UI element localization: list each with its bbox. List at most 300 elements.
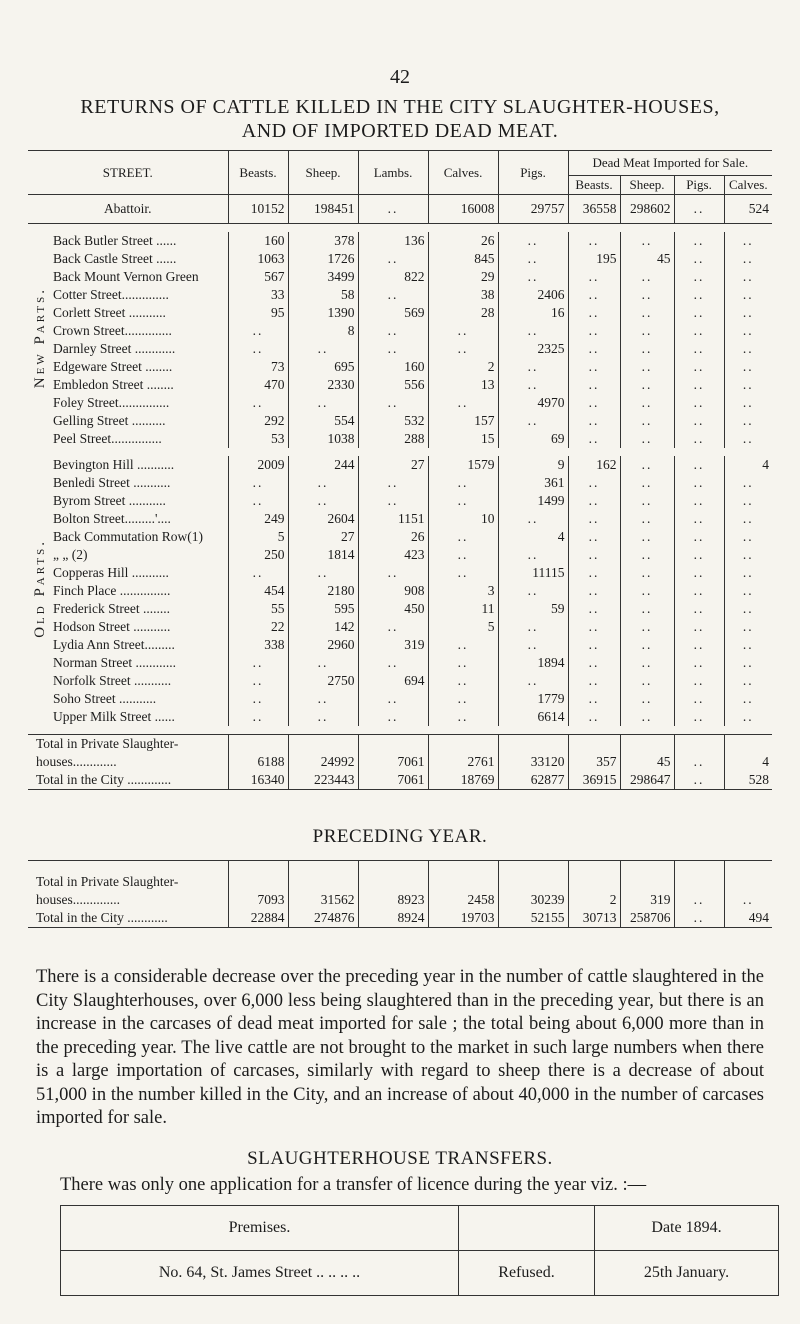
table-cell: 1038 (288, 430, 358, 448)
table-cell: .. (568, 672, 620, 690)
table-row (28, 412, 772, 430)
table-cell: 73 (228, 358, 288, 376)
table-cell: 908 (358, 582, 428, 600)
preceding-cell: .. (674, 891, 724, 909)
totals-row (28, 735, 772, 754)
table-cell: 11115 (498, 564, 568, 582)
table-cell: .. (742, 305, 754, 320)
table-cell: .. (674, 268, 724, 286)
table-cell: .. (674, 376, 724, 394)
street-name: Lydia Ann Street......... (50, 636, 228, 654)
table-cell: 567 (228, 268, 288, 286)
street-name: Back Mount Vernon Green (50, 268, 228, 286)
table-cell: 569 (358, 304, 428, 322)
preceding-label: houses.............. (28, 891, 228, 909)
street-name: Bevington Hill ........... (50, 456, 228, 474)
table-cell: .. (358, 340, 428, 358)
table-cell: .. (620, 582, 674, 600)
header-pigs: Pigs. (498, 151, 568, 195)
table-cell: 36558 (568, 195, 620, 224)
preceding-cell: 7093 (228, 891, 288, 909)
table-cell: 595 (288, 600, 358, 618)
table-cell: .. (742, 359, 754, 374)
totals-cell: 16340 (228, 771, 288, 790)
table-cell: 10 (428, 510, 498, 528)
preceding-table-body (28, 861, 772, 928)
table-cell: .. (228, 564, 288, 582)
table-cell: .. (620, 286, 674, 304)
table-row (28, 690, 772, 708)
table-cell: .. (288, 394, 358, 412)
table-cell: .. (620, 618, 674, 636)
table-cell: .. (742, 691, 754, 706)
header-street: STREET. (28, 151, 228, 195)
table-cell: .. (498, 546, 568, 564)
table-cell: .. (674, 510, 724, 528)
street-name: Back Butler Street ...... (50, 232, 228, 250)
preceding-label: Total in Private Slaughter- (28, 861, 228, 892)
street-name: Embledon Street ........ (50, 376, 228, 394)
table-cell: 298602 (620, 195, 674, 224)
table-cell: .. (568, 600, 620, 618)
header-dm-calves: Calves. (724, 176, 772, 195)
street-name: Hodson Street ........... (50, 618, 228, 636)
table-cell: .. (288, 708, 358, 726)
table-cell: .. (568, 690, 620, 708)
totals-cell: .. (674, 771, 724, 790)
title-line-1: RETURNS OF CATTLE KILLED IN THE CITY SLAUGHTER-HOUSES, (80, 96, 720, 118)
preceding-cell: 19703 (428, 909, 498, 928)
table-cell: .. (358, 654, 428, 672)
table-cell: .. (568, 268, 620, 286)
table-cell: 160 (228, 232, 288, 250)
preceding-cell: 319 (620, 891, 674, 909)
table-cell: .. (674, 232, 724, 250)
totals-cell (674, 735, 724, 754)
table-cell: 22 (228, 618, 288, 636)
table-cell: 16008 (428, 195, 498, 224)
transfers-result: Refused. (459, 1251, 595, 1296)
table-cell: .. (568, 394, 620, 412)
table-cell: 28 (428, 304, 498, 322)
preceding-row (28, 891, 772, 909)
table-cell: 3499 (288, 268, 358, 286)
table-row (28, 304, 772, 322)
table-cell: .. (620, 412, 674, 430)
street-name: Crown Street.............. (50, 322, 228, 340)
table-cell: 142 (288, 618, 358, 636)
table-cell: 4 (762, 457, 770, 472)
totals-cell: 223443 (288, 771, 358, 790)
table-cell: .. (428, 690, 498, 708)
street-name: Edgeware Street ........ (50, 358, 228, 376)
table-cell: 532 (358, 412, 428, 430)
transfers-header-date: Date 1894. (595, 1206, 779, 1251)
table-cell: .. (674, 600, 724, 618)
table-cell: .. (674, 564, 724, 582)
table-cell: .. (620, 232, 674, 250)
table-row (28, 546, 772, 564)
table-cell: .. (674, 286, 724, 304)
table-cell: .. (498, 250, 568, 268)
header-dm-sheep: Sheep. (620, 176, 674, 195)
preceding-cell (428, 861, 498, 892)
totals-cell: 4 (762, 754, 770, 769)
table-cell: .. (620, 600, 674, 618)
preceding-row (28, 909, 772, 928)
totals-cell: 45 (620, 753, 674, 771)
table-cell: 2750 (288, 672, 358, 690)
totals-label: Total in Private Slaughter- (28, 735, 228, 754)
row-gap (28, 224, 772, 233)
table-row (28, 654, 772, 672)
totals-cell: 2761 (428, 753, 498, 771)
table-cell: 450 (358, 600, 428, 618)
table-row (28, 600, 772, 618)
preceding-label: Total in the City ............ (28, 909, 228, 928)
table-cell: .. (568, 304, 620, 322)
preceding-cell: 494 (748, 910, 769, 925)
preceding-cell (620, 861, 674, 892)
preceding-cell: 22884 (228, 909, 288, 928)
table-cell: .. (674, 394, 724, 412)
preceding-cell: .. (674, 909, 724, 928)
table-cell: .. (620, 268, 674, 286)
table-cell: .. (358, 286, 428, 304)
table-row (28, 582, 772, 600)
totals-cell (498, 735, 568, 754)
table-cell: .. (228, 394, 288, 412)
totals-cell: 24992 (288, 753, 358, 771)
table-row (28, 322, 772, 340)
table-cell: .. (742, 619, 754, 634)
table-cell: 2960 (288, 636, 358, 654)
totals-cell (724, 735, 772, 754)
table-cell: 5 (228, 528, 288, 546)
preceding-cell: .. (742, 892, 754, 907)
table-cell: .. (228, 690, 288, 708)
table-cell: 1390 (288, 304, 358, 322)
table-cell: .. (568, 636, 620, 654)
table-cell: 2180 (288, 582, 358, 600)
table-cell: .. (228, 322, 288, 340)
table-row (28, 430, 772, 448)
preceding-cell (228, 861, 288, 892)
street-name: Cotter Street.............. (50, 286, 228, 304)
preceding-cell: 30713 (568, 909, 620, 928)
table-cell: .. (428, 340, 498, 358)
table-cell: .. (568, 528, 620, 546)
table-row (28, 195, 772, 224)
table-cell: 9 (498, 456, 568, 474)
table-row (28, 510, 772, 528)
transfers-table (60, 1205, 779, 1296)
transfers-date: 25th January. (595, 1251, 779, 1296)
totals-cell: 18769 (428, 771, 498, 790)
totals-cell: 298647 (620, 771, 674, 790)
table-cell: .. (228, 474, 288, 492)
table-cell: .. (358, 564, 428, 582)
cattle-returns-table (28, 150, 772, 790)
table-cell: .. (568, 358, 620, 376)
street-name: Foley Street............... (50, 394, 228, 412)
totals-row (28, 771, 772, 790)
table-row (28, 394, 772, 412)
table-cell: 11 (428, 600, 498, 618)
table-cell: 162 (568, 456, 620, 474)
table-cell: .. (288, 654, 358, 672)
table-cell: .. (428, 564, 498, 582)
preceding-cell: 2458 (428, 891, 498, 909)
table-cell: .. (674, 582, 724, 600)
table-cell: 338 (228, 636, 288, 654)
header-lambs: Lambs. (358, 151, 428, 195)
table-cell: 454 (228, 582, 288, 600)
table-cell: .. (620, 672, 674, 690)
table-cell: .. (742, 269, 754, 284)
street-name: Frederick Street ........ (50, 600, 228, 618)
totals-cell: .. (674, 753, 724, 771)
table-cell: .. (428, 708, 498, 726)
totals-cell: 528 (748, 772, 770, 787)
table-cell: 2604 (288, 510, 358, 528)
table-cell: .. (742, 637, 754, 652)
table-cell: 95 (228, 304, 288, 322)
table-row (28, 528, 772, 546)
table-cell: .. (428, 492, 498, 510)
street-name: Soho Street ........... (50, 690, 228, 708)
totals-cell: 6188 (228, 753, 288, 771)
table-cell: 292 (228, 412, 288, 430)
preceding-year-table (28, 860, 772, 928)
table-cell: .. (498, 510, 568, 528)
street-name: Back Commutation Row(1) (50, 528, 228, 546)
preceding-cell (724, 861, 772, 892)
street-name: Benledi Street ........... (50, 474, 228, 492)
transfers-title: SLAUGHTERHOUSE TRANSFERS. (247, 1148, 553, 1169)
table-cell: .. (620, 430, 674, 448)
table-cell: 33 (228, 286, 288, 304)
totals-cell (288, 735, 358, 754)
table-cell: .. (620, 456, 674, 474)
table-cell: .. (742, 655, 754, 670)
table-cell: .. (674, 474, 724, 492)
street-name: Bolton Street.........'.... (50, 510, 228, 528)
table-cell: 1814 (288, 546, 358, 564)
table-cell: .. (674, 636, 724, 654)
totals-label: Total in the City ............. (28, 771, 228, 790)
header-sheep: Sheep. (288, 151, 358, 195)
table-cell: 1499 (498, 492, 568, 510)
table-cell: .. (674, 195, 724, 224)
table-cell: .. (288, 492, 358, 510)
table-cell: .. (742, 395, 754, 410)
table-row (28, 456, 772, 474)
table-cell: .. (620, 358, 674, 376)
street-name: Copperas Hill ........... (50, 564, 228, 582)
table-cell: .. (498, 358, 568, 376)
preceding-cell: 8923 (358, 891, 428, 909)
preceding-row (28, 861, 772, 892)
table-cell: .. (358, 618, 428, 636)
table-cell: .. (498, 232, 568, 250)
preceding-cell (568, 861, 620, 892)
table-cell: 27 (288, 528, 358, 546)
preceding-cell: 2 (568, 891, 620, 909)
table-row (28, 250, 772, 268)
table-cell: .. (568, 474, 620, 492)
table-cell: .. (358, 250, 428, 268)
row-gap (28, 726, 772, 735)
table-cell: .. (620, 690, 674, 708)
table-cell: 1151 (358, 510, 428, 528)
table-cell: .. (498, 376, 568, 394)
totals-cell (620, 735, 674, 754)
preceding-cell: 30239 (498, 891, 568, 909)
table-cell: 1063 (228, 250, 288, 268)
table-cell: .. (674, 412, 724, 430)
row-gap (28, 448, 772, 456)
table-cell: .. (568, 322, 620, 340)
table-cell: 695 (288, 358, 358, 376)
table-cell: .. (568, 546, 620, 564)
preceding-year-title: PRECEDING YEAR. (312, 826, 488, 847)
table-cell: .. (742, 601, 754, 616)
table-cell: 250 (228, 546, 288, 564)
table-cell: .. (742, 493, 754, 508)
table-cell: 69 (498, 430, 568, 448)
table-cell: .. (428, 394, 498, 412)
table-cell: .. (428, 546, 498, 564)
table-cell: .. (674, 690, 724, 708)
old-parts-section (28, 456, 50, 726)
table-cell: .. (620, 510, 674, 528)
table-cell: 38 (428, 286, 498, 304)
table-cell: 5 (428, 618, 498, 636)
table-cell: .. (568, 430, 620, 448)
table-cell: .. (568, 376, 620, 394)
table-cell: .. (620, 340, 674, 358)
table-cell: .. (674, 304, 724, 322)
table-cell: 16 (498, 304, 568, 322)
table-cell: .. (568, 510, 620, 528)
street-name: Norfolk Street ........... (50, 672, 228, 690)
new-parts-section (28, 232, 50, 448)
table-cell: .. (498, 618, 568, 636)
table-cell: 2330 (288, 376, 358, 394)
table-cell: .. (358, 492, 428, 510)
table-cell: 470 (228, 376, 288, 394)
transfers-header-result (459, 1206, 595, 1251)
table-cell: .. (674, 250, 724, 268)
table-cell: .. (674, 430, 724, 448)
table-row (28, 618, 772, 636)
table-cell: .. (620, 322, 674, 340)
table-cell: 15 (428, 430, 498, 448)
table-cell: .. (228, 492, 288, 510)
preceding-cell: 274876 (288, 909, 358, 928)
table-cell: .. (568, 654, 620, 672)
table-cell: .. (568, 340, 620, 358)
gap-cell (28, 224, 772, 233)
table-cell: .. (742, 233, 754, 248)
table-cell: .. (620, 564, 674, 582)
preceding-cell (288, 861, 358, 892)
table-cell: 2 (428, 358, 498, 376)
gap-cell (28, 726, 772, 735)
table-cell: .. (742, 475, 754, 490)
table-cell: 59 (498, 600, 568, 618)
table-cell: .. (620, 546, 674, 564)
table-cell: .. (674, 672, 724, 690)
table-cell: 524 (748, 201, 770, 216)
table-cell: 1726 (288, 250, 358, 268)
page-number: 42 (390, 66, 410, 88)
table-cell: .. (742, 377, 754, 392)
table-cell: .. (288, 690, 358, 708)
table-cell: .. (742, 583, 754, 598)
table-cell: .. (498, 412, 568, 430)
totals-cell (228, 735, 288, 754)
table-cell: .. (568, 564, 620, 582)
table-cell: 244 (288, 456, 358, 474)
table-cell: .. (742, 413, 754, 428)
table-row (28, 492, 772, 510)
table-cell: .. (620, 708, 674, 726)
totals-cell: 62877 (498, 771, 568, 790)
table-cell: 249 (228, 510, 288, 528)
transfers-intro: There was only one application for a transfer of licence during the year viz. :— (60, 1175, 647, 1195)
table-cell: 29 (428, 268, 498, 286)
table-cell: .. (674, 492, 724, 510)
street-name: Upper Milk Street ...... (50, 708, 228, 726)
table-cell: .. (742, 431, 754, 446)
street-name: Back Castle Street ...... (50, 250, 228, 268)
table-cell: 45 (620, 250, 674, 268)
table-row (28, 474, 772, 492)
street-name: Darnley Street ............ (50, 340, 228, 358)
table-cell: 378 (288, 232, 358, 250)
table-cell: .. (568, 582, 620, 600)
table-cell: .. (742, 251, 754, 266)
table-cell: .. (288, 564, 358, 582)
table-cell: .. (428, 528, 498, 546)
table-cell: 10152 (228, 195, 288, 224)
table-cell: .. (620, 376, 674, 394)
table-cell: 2406 (498, 286, 568, 304)
table-cell: 1579 (428, 456, 498, 474)
table-cell: 8 (288, 322, 358, 340)
preceding-cell: 31562 (288, 891, 358, 909)
title-line-2: AND OF IMPORTED DEAD MEAT. (241, 120, 559, 142)
table-cell: 160 (358, 358, 428, 376)
table-cell: 288 (358, 430, 428, 448)
table-row (28, 636, 772, 654)
table-cell: .. (620, 394, 674, 412)
table-cell: .. (228, 340, 288, 358)
table-cell: .. (742, 287, 754, 302)
table-cell: 845 (428, 250, 498, 268)
header-dead-meat: Dead Meat Imported for Sale. (568, 151, 772, 176)
totals-cell (358, 735, 428, 754)
table-cell: .. (498, 672, 568, 690)
table-cell: 4970 (498, 394, 568, 412)
header-dm-beasts: Beasts. (568, 176, 620, 195)
table-cell: .. (674, 340, 724, 358)
table-cell: 27 (358, 456, 428, 474)
table-cell: .. (674, 528, 724, 546)
street-name: Corlett Street ........... (50, 304, 228, 322)
